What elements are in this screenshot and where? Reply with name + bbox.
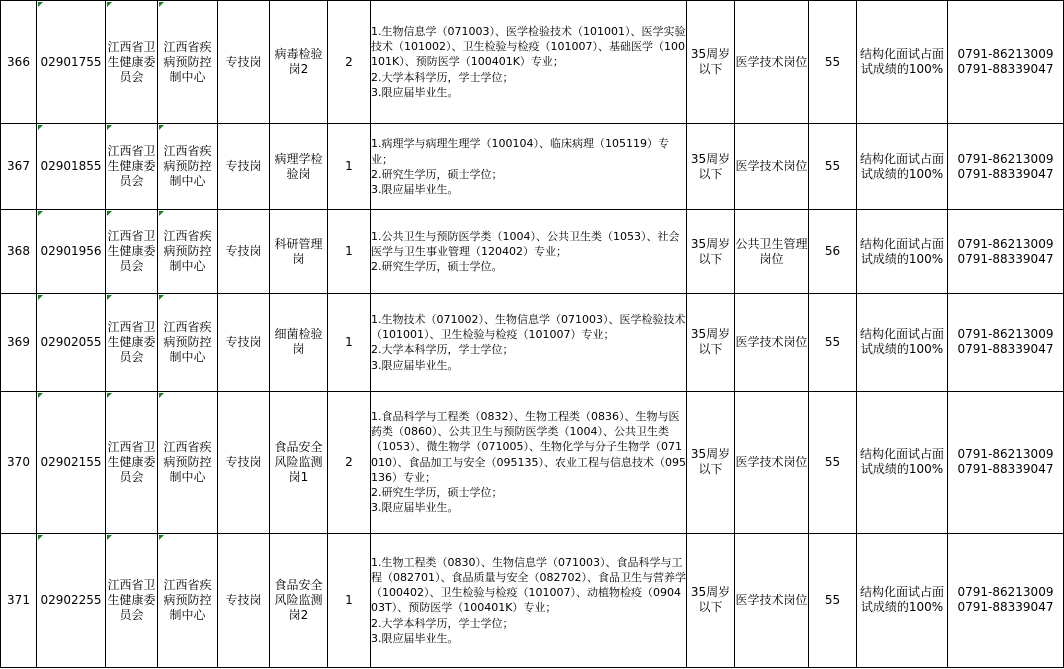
requirement-line: 3.限应届毕业生。 bbox=[371, 358, 459, 372]
unit-name: 江西省疾病预防控制中心 bbox=[163, 144, 212, 189]
code-cell[interactable] bbox=[37, 294, 106, 391]
post-type-cell[interactable] bbox=[218, 1, 270, 124]
phone-list bbox=[948, 585, 1063, 615]
cell-marker-icon bbox=[159, 2, 164, 7]
subject-code-cell[interactable] bbox=[809, 210, 857, 294]
recruit-count: 1 bbox=[345, 159, 353, 174]
category-cell[interactable] bbox=[735, 210, 809, 294]
subject-code: 55 bbox=[824, 592, 841, 607]
requirement-line: 2.大学本科学历，学士学位； bbox=[371, 616, 514, 630]
phone-list bbox=[948, 447, 1063, 477]
requirement-line: 2.研究生学历，硕士学位。 bbox=[371, 260, 503, 274]
code-cell[interactable] bbox=[37, 391, 106, 533]
age-cell[interactable] bbox=[687, 391, 735, 533]
post-type-cell[interactable] bbox=[218, 533, 270, 667]
phone-number: 0791-86213009 bbox=[957, 236, 1054, 251]
count-cell[interactable] bbox=[328, 294, 371, 391]
post-type-cell[interactable] bbox=[218, 391, 270, 533]
requirements-list bbox=[371, 312, 686, 373]
recruit-count: 2 bbox=[345, 454, 353, 469]
post-name: 科研管理岗 bbox=[274, 236, 323, 266]
department-cell[interactable] bbox=[106, 124, 158, 210]
requirement-line: 2.大学本科学历，学士学位； bbox=[371, 70, 514, 84]
code-cell[interactable] bbox=[37, 533, 106, 667]
age-limit: 35周岁以下 bbox=[690, 447, 731, 477]
post-category: 医学技术岗位 bbox=[735, 592, 808, 607]
phone-number: 0791-88339047 bbox=[957, 342, 1054, 357]
requirement-line: 3.限应届毕业生。 bbox=[371, 182, 459, 196]
unit-name: 江西省疾病预防控制中心 bbox=[163, 39, 212, 84]
count-cell[interactable] bbox=[328, 124, 371, 210]
phone-number: 0791-88339047 bbox=[957, 166, 1054, 181]
table-row bbox=[1, 210, 1064, 294]
interview-method: 结构化面试占面试成绩的100% bbox=[859, 447, 944, 477]
cell-marker-icon bbox=[107, 2, 112, 7]
subject-code-cell[interactable] bbox=[809, 391, 857, 533]
interview-method: 结构化面试占面试成绩的100% bbox=[859, 585, 944, 615]
post-type-cell[interactable] bbox=[218, 210, 270, 294]
unit-cell[interactable] bbox=[158, 124, 218, 210]
unit-name: 江西省疾病预防控制中心 bbox=[163, 577, 212, 622]
unit-name: 江西省疾病预防控制中心 bbox=[163, 319, 212, 364]
cell-marker-icon bbox=[38, 211, 43, 216]
phone-cell[interactable] bbox=[948, 1, 1064, 124]
department-name: 江西省卫生健康委员会 bbox=[107, 144, 156, 189]
subject-code-cell[interactable] bbox=[809, 533, 857, 667]
seq-cell[interactable] bbox=[1, 391, 37, 533]
phone-list bbox=[948, 327, 1063, 357]
post-type: 专技岗 bbox=[225, 592, 262, 607]
age-cell[interactable] bbox=[687, 210, 735, 294]
position-code: 02902055 bbox=[40, 334, 102, 349]
phone-number: 0791-88339047 bbox=[957, 251, 1054, 266]
seq-cell[interactable] bbox=[1, 210, 37, 294]
category-cell[interactable] bbox=[735, 533, 809, 667]
exam-cell[interactable] bbox=[857, 1, 948, 124]
requirement-line: 1.生物工程类（0830）、生物信息学（071003）、食品科学与工程（082701）、食品质量与安全（082702）、食品卫生与营养学（100402）、卫生检验与检疫（101007）、动植物检疫（090403T）、预防医学（100401K）专业； bbox=[371, 555, 686, 615]
recruit-count: 1 bbox=[345, 334, 353, 349]
age-limit: 35周岁以下 bbox=[690, 236, 731, 266]
cell-marker-icon bbox=[38, 125, 43, 130]
post-type: 专技岗 bbox=[225, 454, 262, 469]
cell-marker-icon bbox=[159, 125, 164, 130]
cell-marker-icon bbox=[38, 2, 43, 7]
phone-cell[interactable] bbox=[948, 294, 1064, 391]
cell-marker-icon bbox=[159, 295, 164, 300]
phone-cell[interactable] bbox=[948, 124, 1064, 210]
count-cell[interactable] bbox=[328, 391, 371, 533]
requirement-line: 1.公共卫生与预防医学类（1004）、公共卫生类（1053）、社会医学与卫生事业管理（120402）专业； bbox=[371, 230, 680, 259]
phone-number: 0791-86213009 bbox=[957, 447, 1054, 462]
recruit-count: 1 bbox=[345, 244, 353, 259]
table-row bbox=[1, 294, 1064, 391]
unit-name: 江西省疾病预防控制中心 bbox=[163, 229, 212, 274]
requirements-list bbox=[371, 229, 686, 275]
post-type: 专技岗 bbox=[225, 159, 262, 174]
phone-cell[interactable] bbox=[948, 210, 1064, 294]
post-type-cell[interactable] bbox=[218, 124, 270, 210]
post-name: 病理学检验岗 bbox=[274, 151, 323, 181]
subject-code: 55 bbox=[824, 54, 841, 69]
unit-cell[interactable] bbox=[158, 294, 218, 391]
code-cell[interactable] bbox=[37, 124, 106, 210]
requirements-cell[interactable] bbox=[371, 294, 687, 391]
requirements-cell[interactable] bbox=[371, 391, 687, 533]
seq-cell[interactable] bbox=[1, 294, 37, 391]
phone-cell[interactable] bbox=[948, 391, 1064, 533]
cell-marker-icon bbox=[159, 535, 164, 540]
requirement-line: 3.限应届毕业生。 bbox=[371, 85, 459, 99]
department-cell[interactable] bbox=[106, 1, 158, 124]
department-cell[interactable] bbox=[106, 533, 158, 667]
age-cell[interactable] bbox=[687, 294, 735, 391]
cell-marker-icon bbox=[107, 211, 112, 216]
subject-code: 56 bbox=[824, 244, 841, 259]
unit-cell[interactable] bbox=[158, 1, 218, 124]
interview-method: 结构化面试占面试成绩的100% bbox=[859, 47, 944, 77]
phone-number: 0791-88339047 bbox=[957, 600, 1054, 615]
department-cell[interactable] bbox=[106, 294, 158, 391]
seq-number: 367 bbox=[7, 159, 30, 174]
post-type: 专技岗 bbox=[225, 244, 262, 259]
requirements-cell[interactable] bbox=[371, 1, 687, 124]
phone-list bbox=[948, 47, 1063, 77]
post-category: 公共卫生管理岗位 bbox=[735, 236, 808, 266]
exam-cell[interactable] bbox=[857, 210, 948, 294]
requirement-line: 1.生物技术（071002）、生物信息学（071003）、医学检验技术（101001）、卫生检验与检疫（101007）专业； bbox=[371, 313, 686, 342]
interview-method: 结构化面试占面试成绩的100% bbox=[859, 236, 944, 266]
exam-cell[interactable] bbox=[857, 533, 948, 667]
department-cell[interactable] bbox=[106, 391, 158, 533]
department-name: 江西省卫生健康委员会 bbox=[107, 439, 156, 484]
subject-code-cell[interactable] bbox=[809, 294, 857, 391]
seq-number: 368 bbox=[7, 244, 30, 259]
requirements-cell[interactable] bbox=[371, 124, 687, 210]
post-type: 专技岗 bbox=[225, 334, 262, 349]
department-name: 江西省卫生健康委员会 bbox=[107, 39, 156, 84]
post-category: 医学技术岗位 bbox=[735, 54, 808, 69]
table-row bbox=[1, 533, 1064, 667]
post-name-cell[interactable] bbox=[270, 391, 328, 533]
age-limit: 35周岁以下 bbox=[690, 151, 731, 181]
age-limit: 35周岁以下 bbox=[690, 47, 731, 77]
post-type: 专技岗 bbox=[225, 54, 262, 69]
unit-cell[interactable] bbox=[158, 391, 218, 533]
post-name-cell[interactable] bbox=[270, 1, 328, 124]
count-cell[interactable] bbox=[328, 1, 371, 124]
post-type-cell[interactable] bbox=[218, 294, 270, 391]
category-cell[interactable] bbox=[735, 124, 809, 210]
phone-number: 0791-86213009 bbox=[957, 47, 1054, 62]
table-row bbox=[1, 1, 1064, 124]
cell-marker-icon bbox=[159, 393, 164, 398]
subject-code: 55 bbox=[824, 334, 841, 349]
age-limit: 35周岁以下 bbox=[690, 327, 731, 357]
department-name: 江西省卫生健康委员会 bbox=[107, 577, 156, 622]
age-cell[interactable] bbox=[687, 533, 735, 667]
phone-cell[interactable] bbox=[948, 533, 1064, 667]
subject-code: 55 bbox=[824, 159, 841, 174]
age-limit: 35周岁以下 bbox=[690, 585, 731, 615]
code-cell[interactable] bbox=[37, 210, 106, 294]
position-code: 02902255 bbox=[40, 592, 102, 607]
cell-marker-icon bbox=[107, 393, 112, 398]
requirement-line: 2.研究生学历，硕士学位； bbox=[371, 485, 503, 499]
table-row bbox=[1, 124, 1064, 210]
phone-number: 0791-88339047 bbox=[957, 462, 1054, 477]
cell-marker-icon bbox=[38, 393, 43, 398]
unit-name: 江西省疾病预防控制中心 bbox=[163, 439, 212, 484]
phone-list bbox=[948, 152, 1063, 182]
phone-number: 0791-86213009 bbox=[957, 327, 1054, 342]
position-code: 02901755 bbox=[40, 54, 102, 69]
exam-cell[interactable] bbox=[857, 124, 948, 210]
subject-code-cell[interactable] bbox=[809, 124, 857, 210]
requirement-line: 2.大学本科学历，学士学位； bbox=[371, 343, 514, 357]
seq-number: 366 bbox=[7, 54, 30, 69]
requirement-line: 1.病理学与病理生理学（100104）、临床病理（105119）专业； bbox=[371, 137, 669, 166]
cell-marker-icon bbox=[159, 211, 164, 216]
position-code: 02902155 bbox=[40, 454, 102, 469]
post-category: 医学技术岗位 bbox=[735, 334, 808, 349]
post-name: 细菌检验岗 bbox=[274, 327, 323, 357]
phone-number: 0791-86213009 bbox=[957, 151, 1054, 166]
post-name-cell[interactable] bbox=[270, 124, 328, 210]
requirement-line: 2.研究生学历，硕士学位； bbox=[371, 167, 503, 181]
cell-marker-icon bbox=[107, 125, 112, 130]
requirements-list bbox=[371, 409, 686, 515]
post-name: 食品安全风险监测岗2 bbox=[274, 577, 323, 622]
position-code: 02901855 bbox=[40, 159, 102, 174]
cell-marker-icon bbox=[38, 295, 43, 300]
post-name: 病毒检验岗2 bbox=[274, 47, 323, 77]
requirement-line: 3.限应届毕业生。 bbox=[371, 631, 459, 645]
unit-cell[interactable] bbox=[158, 533, 218, 667]
unit-cell[interactable] bbox=[158, 210, 218, 294]
age-cell[interactable] bbox=[687, 1, 735, 124]
age-cell[interactable] bbox=[687, 124, 735, 210]
requirement-line: 1.食品科学与工程类（0832）、生物工程类（0836）、生物与医药类（0860）、公共卫生与预防医学类（1004）、公共卫生类（1053）、微生物学（071005）、生物化学与分子生物学（071010）、食品加工与安全（095135）、农业工程与信息技术（095136）专业； bbox=[371, 409, 686, 484]
requirements-list bbox=[371, 555, 686, 646]
requirements-cell[interactable] bbox=[371, 210, 687, 294]
recruit-count: 2 bbox=[345, 54, 353, 69]
phone-number: 0791-86213009 bbox=[957, 585, 1054, 600]
requirement-line: 1.生物信息学（071003）、医学检验技术（101001）、医学实验技术（101002）、卫生检验与检疫（101007）、基础医学（100101K）、预防医学（100401K）专业； bbox=[371, 25, 686, 69]
code-cell[interactable] bbox=[37, 1, 106, 124]
requirements-list bbox=[371, 136, 686, 197]
seq-cell[interactable] bbox=[1, 124, 37, 210]
seq-number: 371 bbox=[7, 592, 30, 607]
category-cell[interactable] bbox=[735, 391, 809, 533]
cell-marker-icon bbox=[38, 535, 43, 540]
category-cell[interactable] bbox=[735, 294, 809, 391]
seq-number: 370 bbox=[7, 454, 30, 469]
cell-marker-icon bbox=[107, 535, 112, 540]
position-code: 02901956 bbox=[40, 244, 102, 259]
interview-method: 结构化面试占面试成绩的100% bbox=[859, 327, 944, 357]
requirement-line: 3.限应届毕业生。 bbox=[371, 501, 459, 515]
exam-cell[interactable] bbox=[857, 391, 948, 533]
post-name-cell[interactable] bbox=[270, 210, 328, 294]
post-name-cell[interactable] bbox=[270, 294, 328, 391]
post-name-cell[interactable] bbox=[270, 533, 328, 667]
seq-cell[interactable] bbox=[1, 1, 37, 124]
department-name: 江西省卫生健康委员会 bbox=[107, 319, 156, 364]
exam-cell[interactable] bbox=[857, 294, 948, 391]
post-category: 医学技术岗位 bbox=[735, 454, 808, 469]
phone-list bbox=[948, 237, 1063, 267]
subject-code: 55 bbox=[824, 454, 841, 469]
post-name: 食品安全风险监测岗1 bbox=[274, 439, 323, 484]
seq-cell[interactable] bbox=[1, 533, 37, 667]
count-cell[interactable] bbox=[328, 210, 371, 294]
seq-number: 369 bbox=[7, 334, 30, 349]
department-cell[interactable] bbox=[106, 210, 158, 294]
category-cell[interactable] bbox=[735, 1, 809, 124]
cell-marker-icon bbox=[107, 295, 112, 300]
phone-number: 0791-88339047 bbox=[957, 62, 1054, 77]
requirements-list bbox=[371, 24, 686, 100]
subject-code-cell[interactable] bbox=[809, 1, 857, 124]
department-name: 江西省卫生健康委员会 bbox=[107, 229, 156, 274]
table-row bbox=[1, 391, 1064, 533]
requirements-cell[interactable] bbox=[371, 533, 687, 667]
recruit-count: 1 bbox=[345, 592, 353, 607]
post-category: 医学技术岗位 bbox=[735, 159, 808, 174]
interview-method: 结构化面试占面试成绩的100% bbox=[859, 151, 944, 181]
count-cell[interactable] bbox=[328, 533, 371, 667]
